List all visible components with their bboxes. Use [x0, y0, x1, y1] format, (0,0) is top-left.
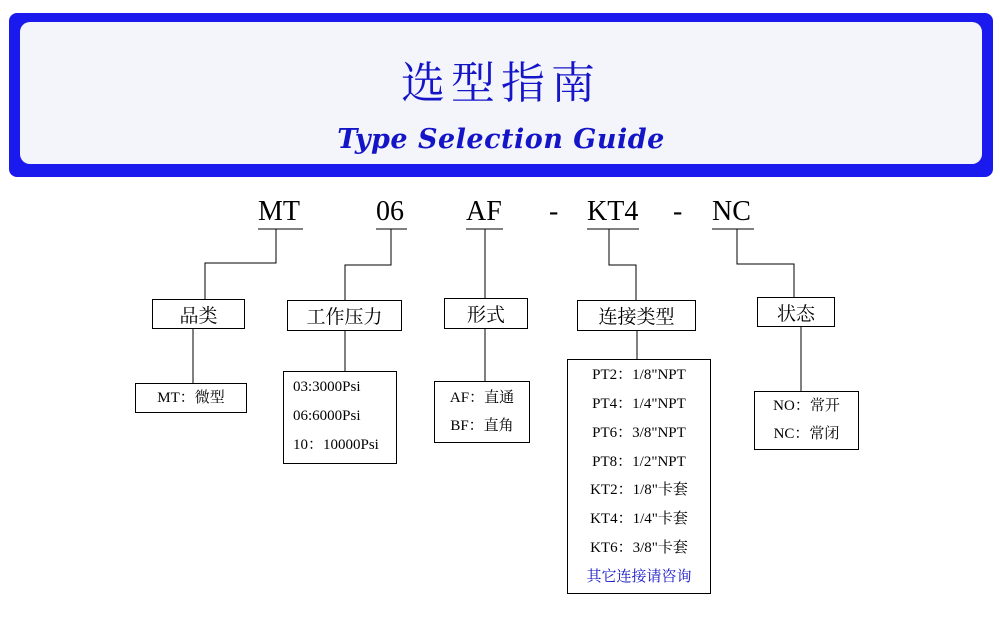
category-box-pressure: 工作压力 [287, 300, 402, 331]
option-note: 其它连接请咨询 [586, 567, 692, 585]
option-item: AF：直通 [449, 390, 515, 406]
code-separator: - [673, 196, 683, 227]
option-item: 10：10000Psi [293, 437, 379, 453]
options-connection [567, 359, 711, 594]
option-item: BF：直角 [450, 418, 514, 434]
code-segment-category: MT [258, 196, 300, 227]
category-box-state: 状态 [757, 297, 835, 327]
code-segment-form: AF [466, 196, 502, 227]
option-item: KT4：1/4"卡套 [590, 511, 688, 527]
connector-pressure [345, 229, 391, 300]
option-item: 06:6000Psi [293, 408, 361, 424]
option-item: PT4：1/4"NPT [592, 396, 686, 412]
option-item: NC：常闭 [773, 426, 840, 442]
option-item: PT8：1/2"NPT [592, 454, 686, 470]
options-state [754, 391, 859, 450]
option-item: PT6：3/8"NPT [592, 425, 686, 441]
code-separator: - [549, 196, 559, 227]
options-pressure [283, 371, 397, 464]
title-chinese: 选型指南 [401, 58, 601, 109]
options-category [135, 383, 247, 413]
category-box-form: 形式 [444, 298, 528, 329]
option-item: KT2：1/8"卡套 [590, 482, 688, 498]
title-english: Type Selection Guide [337, 124, 665, 155]
code-segment-connection: KT4 [587, 196, 639, 227]
code-segment-pressure: 06 [376, 196, 404, 227]
options-form [434, 381, 530, 443]
option-item: KT6：3/8"卡套 [590, 540, 688, 556]
option-item: NO：常开 [773, 398, 840, 414]
connector-state [737, 229, 794, 297]
option-item: MT：微型 [157, 390, 225, 406]
option-item: PT2：1/8"NPT [592, 367, 686, 383]
connector-category [205, 229, 276, 299]
category-box-connection: 连接类型 [577, 300, 696, 331]
code-segment-state: NC [712, 196, 751, 227]
option-item: 03:3000Psi [293, 379, 361, 395]
connector-connection [609, 229, 636, 300]
category-box-product: 品类 [152, 299, 245, 329]
